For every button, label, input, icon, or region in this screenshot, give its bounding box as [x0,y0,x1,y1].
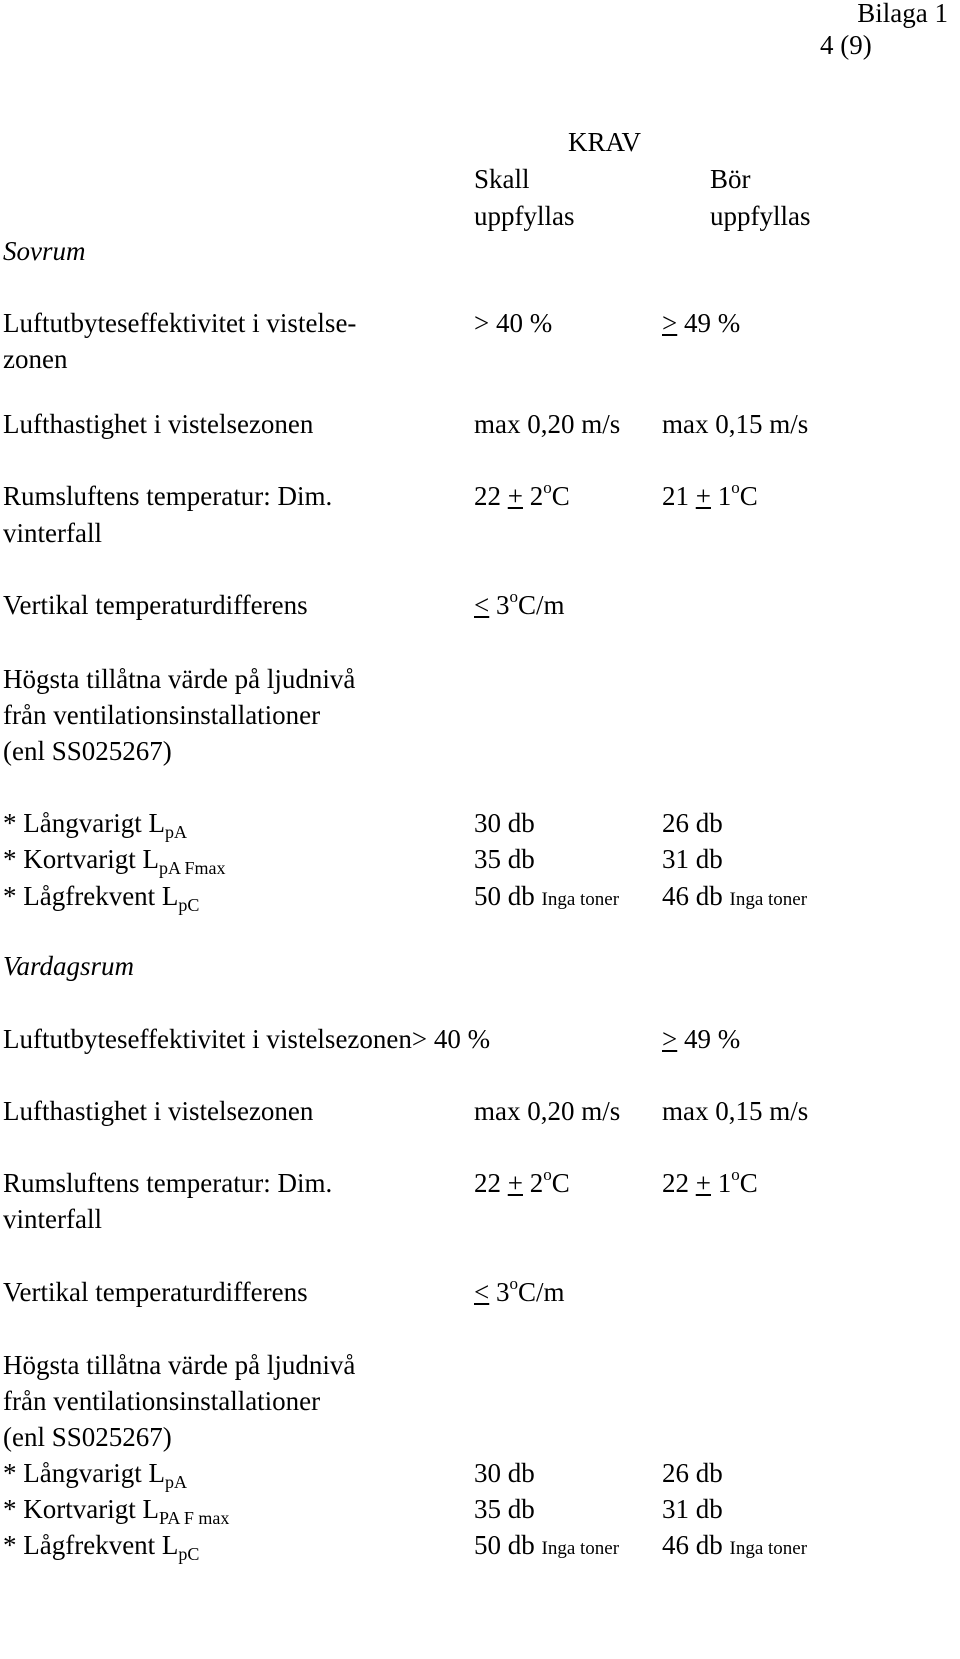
skall-heading-2: uppfyllas [474,201,575,231]
luftutbyte-bor-v: > 49 % [662,1024,741,1054]
temperatur-label: Rumsluftens temperatur: Dim. [3,481,333,511]
bor-heading: Bör [710,164,751,194]
langvarigt-label: * Långvarigt $L_{pA}$ [3,808,187,842]
lagfrekvent-label: * Lågfrekvent $L_{pC}$ [3,881,200,915]
luftutbyte-label-v: Luftutbyteseffektivitet i vistelsezonen> 40 % [3,1024,491,1054]
lagfrekvent-skall: 50 db Inga toner [474,881,620,911]
luftutbyte-label-2: zonen [3,344,68,374]
krav-heading: KRAV [568,127,642,157]
luftutbyte-bor: > 49 % [662,308,741,338]
bor-heading-2: uppfyllas [710,201,811,231]
vertikal-skall-v: < $3^oC/m$ [474,1274,565,1307]
langvarigt-bor: 26 db [662,808,723,838]
lagfrekvent-bor-v: 46 db Inga toner [662,1530,808,1560]
luftutbyte-skall: > 40 % [474,308,553,338]
ljud-label: Högsta tillåtna värde på ljudnivå [3,664,356,694]
langvarigt-bor-v: 26 db [662,1458,723,1488]
lufthastighet-bor-v: max 0,15 m/s [662,1096,809,1126]
temperatur-label-2: vinterfall [3,518,102,548]
vertikal-label: Vertikal temperaturdifferens [3,590,308,620]
temperatur-label-v-2: vinterfall [3,1204,102,1234]
langvarigt-label-v: * Långvarigt $L_{pA}$ [3,1458,187,1492]
skall-heading: Skall [474,164,530,194]
kortvarigt-skall: 35 db [474,844,535,874]
kortvarigt-bor: 31 db [662,844,723,874]
luftutbyte-label: Luftutbyteseffektivitet i vistelse- [3,308,357,338]
page-number: 4 (9) [820,30,872,60]
langvarigt-skall-v: 30 db [474,1458,535,1488]
temperatur-label-v: Rumsluftens temperatur: Dim. [3,1168,333,1198]
ljud-label-2: från ventilationsinstallationer [3,700,321,730]
lagfrekvent-bor: 46 db Inga toner [662,881,808,911]
lufthastighet-skall-v: max 0,20 m/s [474,1096,621,1126]
temperatur-bor-v: $22 + 1^oC$ [662,1165,758,1198]
lufthastighet-label-v: Lufthastighet i vistelsezonen [3,1096,314,1126]
attachment-label: Bilaga 1 [857,0,948,28]
ljud-label-v-3: (enl SS025267) [3,1422,172,1452]
kortvarigt-bor-v: 31 db [662,1494,723,1524]
lagfrekvent-label-v: * Lågfrekvent $L_{pC}$ [3,1530,200,1564]
ljud-label-v-2: från ventilationsinstallationer [3,1386,321,1416]
ljud-label-v: Högsta tillåtna värde på ljudnivå [3,1350,356,1380]
langvarigt-skall: 30 db [474,808,535,838]
temperatur-skall: $22 + 2^oC$ [474,478,570,511]
lagfrekvent-skall-v: 50 db Inga toner [474,1530,620,1560]
kortvarigt-label-v: * Kortvarigt $L_{PA F max}$ [3,1494,230,1528]
temperatur-skall-v: $22 + 2^oC$ [474,1165,570,1198]
lufthastighet-skall: max 0,20 m/s [474,409,621,439]
vertikal-label-v: Vertikal temperaturdifferens [3,1277,308,1307]
kortvarigt-skall-v: 35 db [474,1494,535,1524]
ljud-label-3: (enl SS025267) [3,736,172,766]
kortvarigt-label: * Kortvarigt $L_{pA Fmax}$ [3,844,226,878]
vertikal-skall: < $3^oC/m$ [474,587,565,620]
lufthastighet-bor: max 0,15 m/s [662,409,809,439]
temperatur-bor: $21 + 1^oC$ [662,478,758,511]
lufthastighet-label: Lufthastighet i vistelsezonen [3,409,314,439]
section-heading-sovrum: Sovrum [3,236,86,266]
section-heading-vardagsrum: Vardagsrum [3,951,135,981]
